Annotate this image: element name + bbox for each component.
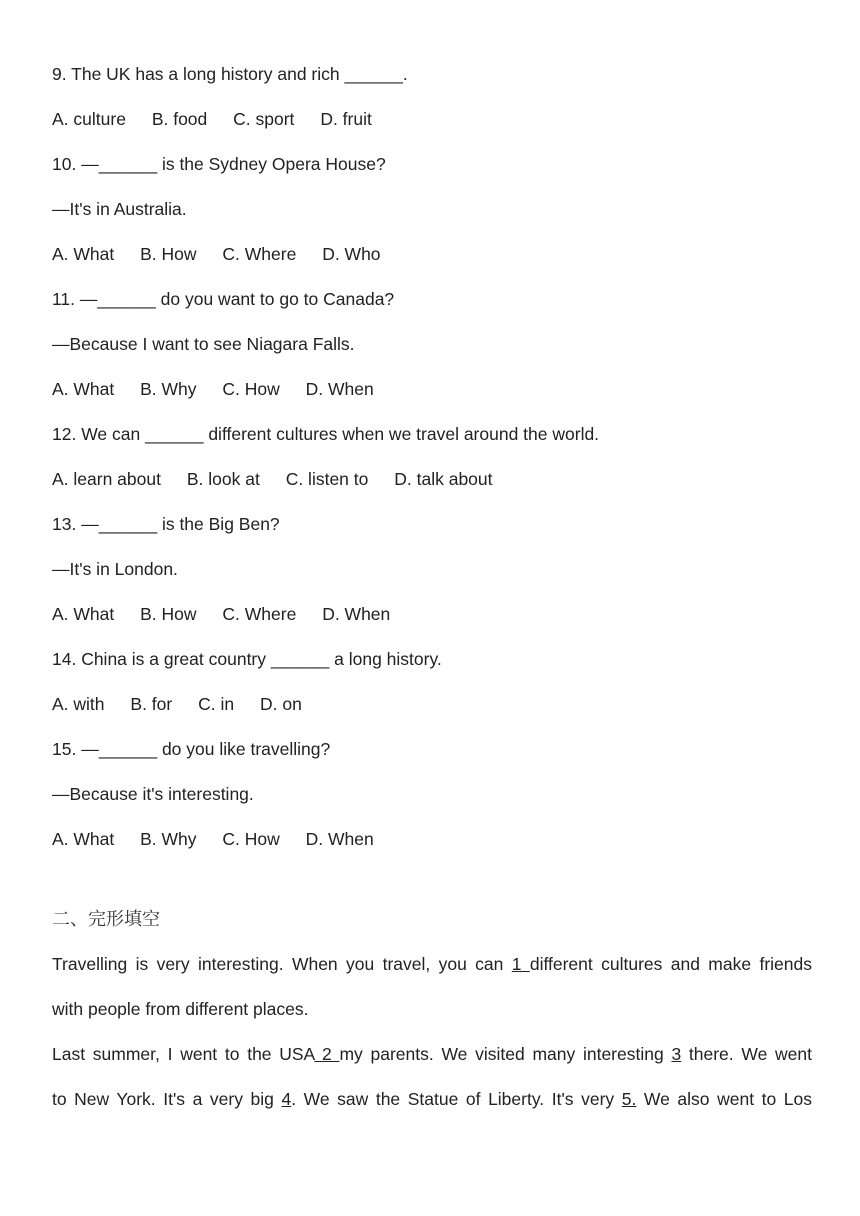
cloze-blank-3: 3 [671, 1044, 682, 1064]
option: A. What [52, 829, 115, 849]
question-10-answer: —It's in Australia. [52, 199, 187, 219]
option: D. on [259, 694, 302, 714]
option: D. When [305, 379, 374, 399]
question-13-options [52, 592, 812, 637]
question-14-stem: 14. China is a great country ______ a long history. [52, 649, 442, 669]
question-15-answer: —Because it's interesting. [52, 784, 254, 804]
option: D. fruit [320, 109, 372, 129]
question-11-answer: —Because I want to see Niagara Falls. [52, 334, 355, 354]
question-10-stem: 10. —______ is the Sydney Opera House? [52, 154, 386, 174]
question-11-options [52, 367, 812, 412]
option: B. How [140, 244, 197, 264]
option: D. talk about [394, 469, 493, 489]
option: A. culture [52, 109, 126, 129]
option: B. food [151, 109, 208, 129]
question-15-stem: 15. —______ do you like travelling? [52, 739, 331, 759]
option: D. When [305, 829, 374, 849]
question-13-stem: 13. —______ is the Big Ben? [52, 514, 280, 534]
option: C. Where [222, 244, 297, 264]
question-9-options [52, 97, 812, 142]
option: B. Why [140, 829, 197, 849]
option: D. Who [322, 244, 381, 264]
cloze-paragraph-line: Last summer, I went to the USA 2 my parents. We visited many interesting 3 there. We went [52, 1044, 812, 1064]
cloze-paragraph-line: with people from different places. [52, 999, 309, 1019]
option: C. listen to [285, 469, 369, 489]
question-12-options [52, 457, 812, 502]
question-12-stem: 12. We can ______ different cultures when we travel around the world. [52, 424, 600, 444]
cloze-blank-1: 1 [511, 954, 530, 974]
question-14-options [52, 682, 812, 727]
option: B. How [140, 604, 197, 624]
question-15-options [52, 817, 812, 862]
option: A. What [52, 379, 115, 399]
cloze-blank-2: 2 [314, 1044, 340, 1064]
cloze-paragraph-line: to New York. It's a very big 4. We saw the Statue of Liberty. It's very 5. We also went to Los [52, 1089, 813, 1109]
option: A. learn about [52, 469, 161, 489]
option: B. look at [186, 469, 260, 489]
option: B. Why [140, 379, 197, 399]
option: A. What [52, 604, 115, 624]
option: C. How [222, 829, 280, 849]
option: C. in [198, 694, 235, 714]
option: D. When [322, 604, 391, 624]
option: C. sport [233, 109, 295, 129]
section-spacer [52, 862, 812, 897]
document-page [52, 0, 812, 1122]
section-title: 二、完形填空 [52, 909, 160, 930]
question-11-stem: 11. —______ do you want to go to Canada? [52, 289, 395, 309]
option: C. Where [222, 604, 297, 624]
option: B. for [130, 694, 173, 714]
cloze-blank-5: 5. [621, 1089, 637, 1109]
option: A. What [52, 244, 115, 264]
option: A. with [52, 694, 105, 714]
question-9-stem: 9. The UK has a long history and rich ______. [52, 64, 408, 84]
cloze-paragraph-line: Travelling is very interesting. When you travel, you can 1 different cultures and make friends [52, 954, 812, 974]
question-10-options [52, 232, 812, 277]
question-13-answer: —It's in London. [52, 559, 178, 579]
cloze-blank-4: 4 [281, 1089, 292, 1109]
option: C. How [222, 379, 280, 399]
